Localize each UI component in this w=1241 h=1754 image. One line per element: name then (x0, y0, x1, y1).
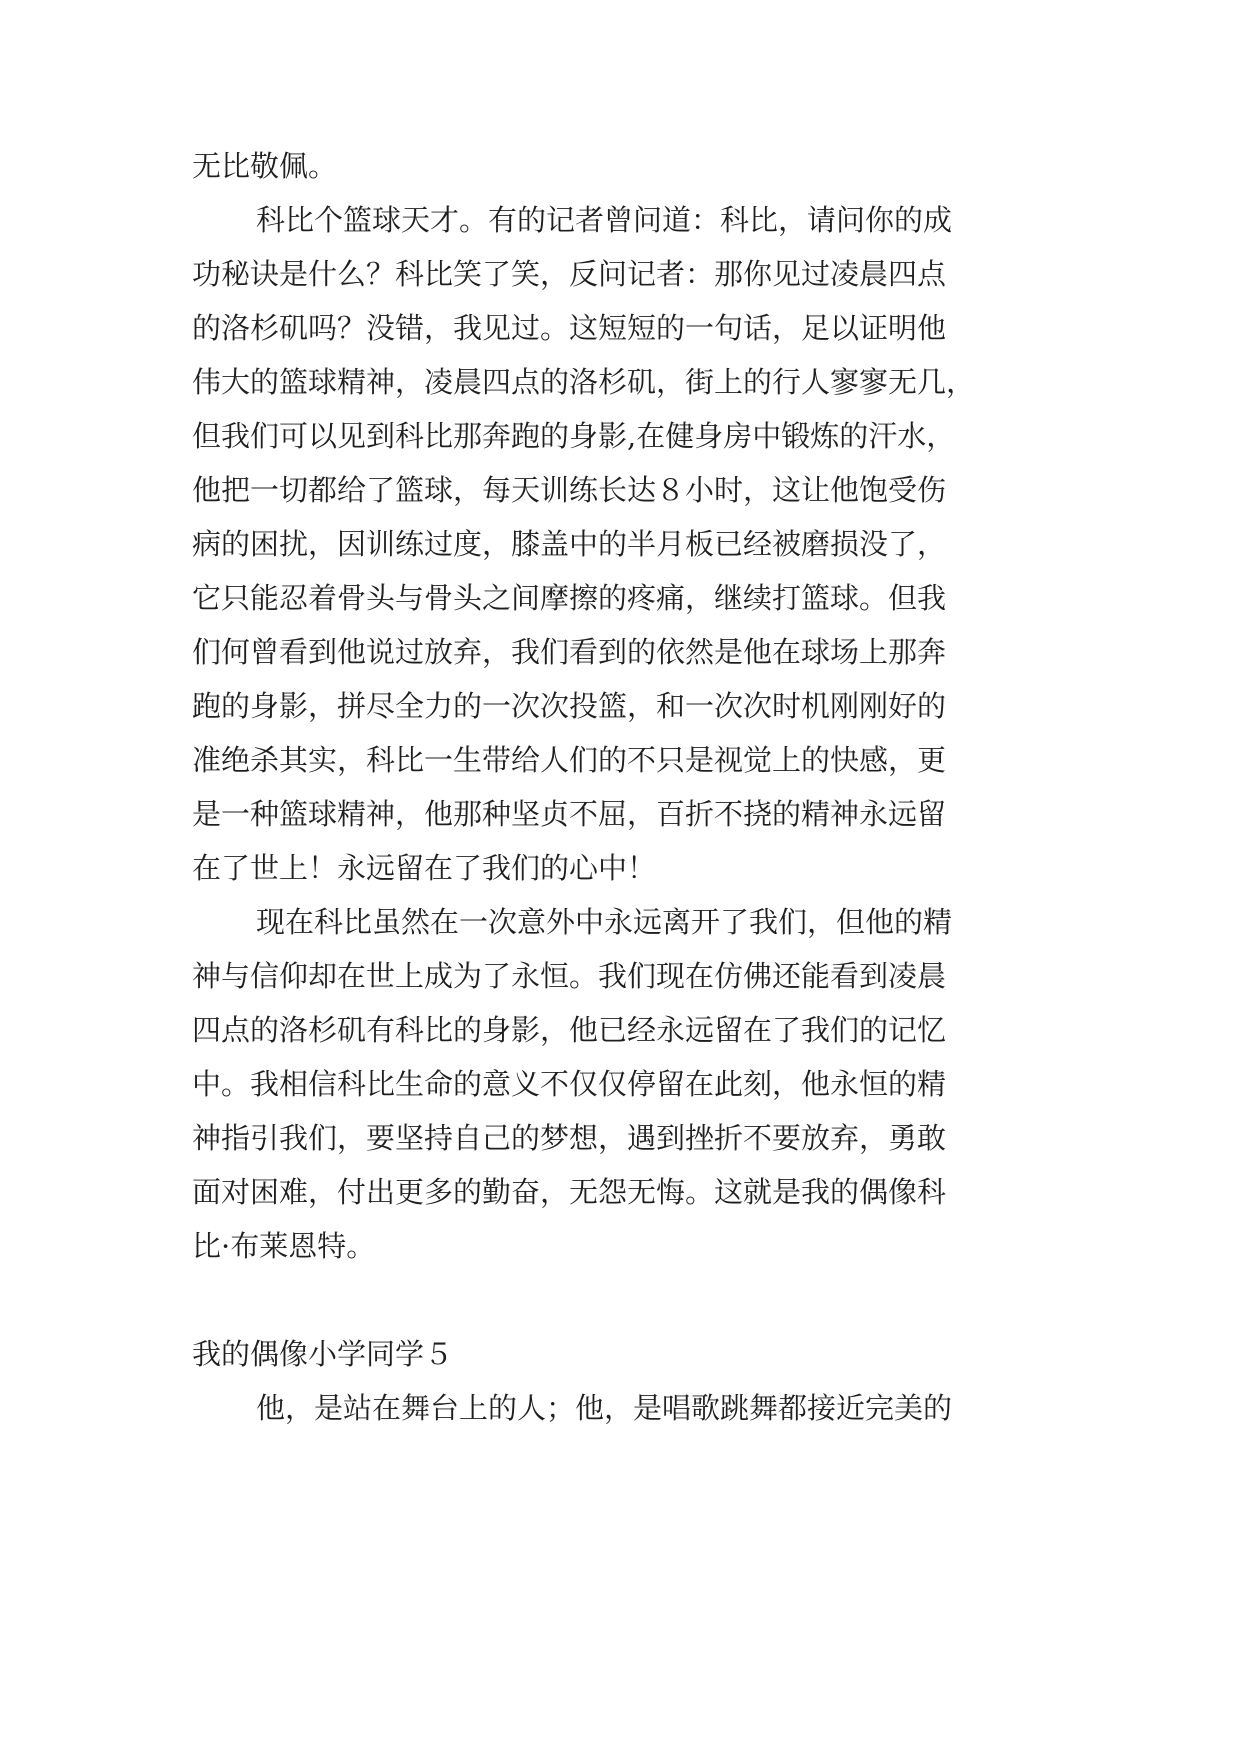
paragraph-line: 中。我相信科比生命的意义不仅仅停留在此刻，他永恒的精 (192, 1067, 947, 1101)
section-heading: 我的偶像小学同学５ (192, 1337, 454, 1371)
paragraph-line: 但我们可以见到科比那奔跑的身影,在健身房中锻炼的汗水， (192, 419, 956, 453)
paragraph-line: 们何曾看到他说过放弃，我们看到的依然是他在球场上那奔 (192, 635, 947, 669)
paragraph-line: 神与信仰却在世上成为了永恒。我们现在仿佛还能看到凌晨 (192, 959, 947, 993)
paragraph-line: 现在科比虽然在一次意外中永远离开了我们，但他的精 (256, 905, 953, 939)
paragraph-line: 四点的洛杉矶有科比的身影，他已经永远留在了我们的记忆 (192, 1013, 947, 1047)
paragraph-line: 准绝杀其实，科比一生带给人们的不只是视觉上的快感，更 (192, 743, 947, 777)
paragraph-line: 神指引我们，要坚持自己的梦想，遇到挫折不要放弃，勇敢 (192, 1121, 947, 1155)
paragraph-line: 病的困扰，因训练过度，膝盖中的半月板已经被磨损没了， (192, 527, 947, 561)
paragraph-line: 它只能忍着骨头与骨头之间摩擦的疼痛，继续打篮球。但我 (192, 581, 947, 615)
paragraph-line: 面对困难，付出更多的勤奋，无怨无悔。这就是我的偶像科 (192, 1175, 947, 1209)
paragraph-line: 跑的身影，拼尽全力的一次次投篮，和一次次时机刚刚好的 (192, 689, 947, 723)
paragraph-line: 无比敬佩。 (192, 149, 338, 183)
paragraph-line: 伟大的篮球精神，凌晨四点的洛杉矶，街上的行人寥寥无几， (192, 365, 976, 399)
paragraph-line: 在了世上！永远留在了我们的心中！ (192, 851, 657, 885)
paragraph-line: 他，是站在舞台上的人；他，是唱歌跳舞都接近完美的 (256, 1391, 953, 1425)
paragraph-line: 是一种篮球精神，他那种坚贞不屈，百折不挠的精神永远留 (192, 797, 947, 831)
paragraph-line: 他把一切都给了篮球，每天训练长达８小时，这让他饱受伤 (192, 473, 947, 507)
paragraph-line: 的洛杉矶吗？没错，我见过。这短短的一句话，足以证明他 (192, 311, 947, 345)
paragraph-line: 比·布莱恩特。 (192, 1229, 376, 1263)
paragraph-line: 功秘诀是什么？科比笑了笑，反问记者：那你见过凌晨四点 (192, 257, 947, 291)
paragraph-line: 科比个篮球天才。有的记者曾问道：科比，请问你的成 (256, 203, 953, 237)
